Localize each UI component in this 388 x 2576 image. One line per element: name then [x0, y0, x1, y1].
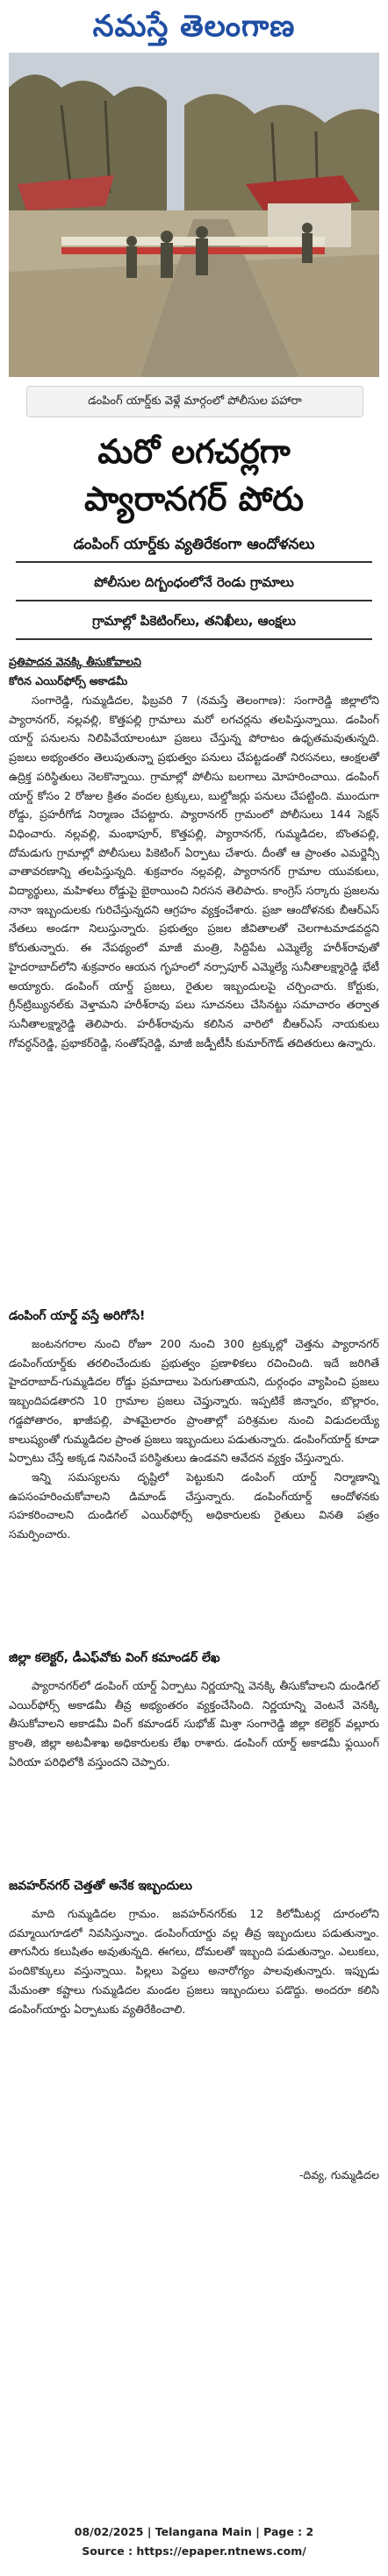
- divider: [16, 561, 372, 563]
- article-body-2: [9, 1334, 379, 1544]
- headline: [9, 428, 379, 523]
- news-photo: [9, 53, 379, 377]
- subheading-2: పోలీసుల దిగ్బంధంలోనే రెండు గ్రామాలు: [94, 574, 294, 590]
- byline-line-1: ప్రతిపాదన వెనక్కి తీసుకోవాలని: [9, 655, 141, 668]
- paragraph: సంగారెడ్డి, గుమ్మడిదల, ఫిబ్రవరి 7 (నమస్తే తెలంగాణ): సంగారెడ్డి జిల్లాలోని ప్యారానగర్, నల్లవల్లి, కొత్తపల్లి గ్రామాలు మరో లగచర్లను తలపిస్తున్నాయి. డంపింగ్ యార్డ్ పనులను నిలిపివేయాలంటూ ప్రజలు చేస్తున్న పోరాటం ఉధృతమవుతున్నది. ప్రజలు అభ్యంతరం తెలుపుతున్నా ప్రభుత్వం పనులు చేపట్టడంతో నిరసనలు, ఆంక్షలతో ఉద్రిక్త పరిస్థితులు నెలకొన్నాయి. గ్రామాల్లో పోలీసు బలగాలు మోహరించాయి. డంపింగ్ యార్డ్ కోసం 2 రోజుల క్రితం వందల ట్రక్కులు, బుల్డోజర్లు పనులు చేపట్టింది. ముందుగా రోడ్డు, ప్రహరీగోడ నిర్మాణం చేపట్టారు. ప్యారానగర్ గ్రామంలో పోలీసులు 144 సెక్షన్ విధించారు. నల్లవల్లి, మంభాపూర్, కొత్తపల్లి, ప్యారానగర్, గుమ్మడిదల, బొంతపల్లి, దోమడుగు గ్రామాల్లో పోలీసులు పికెటింగ్ ఏర్పాటు చేశారు. దీంతో ఆ ప్రాంతం ఎమర్జెన్సీ వాతావరణాన్ని తలపిస్తున్నది. శుక్రవారం నల్లవల్లి, ప్యారానగర్ గ్రామాల యువకులు, విద్యార్థులు, మహిళలు రోడ్డుపై బైఠాయించి నిరసన తెలిపారు. కాంగ్రెస్ సర్కారు ప్రజలను నానా ఇబ్బందులకు గురిచేస్తున్నదని ఆగ్రహం వ్యక్తంచేశారు. ప్రజా ఆందోళనకు బీఆర్ఎస్ నేతలు అండగా నిలుస్తున్నారు. ప్రభుత్వం ప్రజల జీవితాలతో చెలగాటమాడవద్దని కోరుతున్నారు. ఈ నేపథ్యంలో మాజీ మంత్రి, సిద్దిపేట ఎమ్మెల్యే హరీశ్‌రావుతో హైదరాబాద్‌లోని శుక్రవారం ఆయన గృహంలో నర్సాపూర్ ఎమ్మెల్యే సునీతాలక్ష్మారెడ్డి భేటీ అయ్యారు. డంపింగ్ యార్డ్ ప్రజలు, రైతుల ఇబ్బందులపై చర్చించారు. కోర్టుకు, గ్రీన్‌ట్రిబ్యునల్‌కు వెళ్తామని హరీశ్‌రావు పలు సూచనలు చేసినట్టు సమాచారం తర్వాత సునీతాలక్ష్మారెడ్డి తెలిపారు. హరీశ్‌రావును కలిసిన వారిలో బీఆర్ఎస్ నాయకులు గోవర్ధన్‌రెడ్డి, ప్రభాకర్‌రెడ్డి, సంతోష్‌రెడ్డి, మాజీ జడ్పీటీసీ కుమార్‌గౌడ్ తదితరులు ఉన్నారు.: [9, 694, 379, 1050]
- section-heading-1: డంపింగ్ యార్డ్ వస్తే అరిగోసే!: [9, 1309, 146, 1323]
- signature: -దివ్య, గుమ్మడిదల: [298, 2168, 379, 2181]
- article-body-3: [9, 1676, 379, 1772]
- subheading-1: డంపింగ్ యార్డ్‌కు వ్యతిరేకంగా ఆందోళనలు: [73, 536, 315, 553]
- footer-source: Source : https://epaper.ntnews.com/: [82, 2544, 306, 2558]
- paragraph: ప్యారానగర్‌లో డంపింగ్ యార్డ్ ఏర్పాటు నిర్ణయాన్ని వెనక్కి తీసుకోవాలని దుండిగల్ ఎయిర్‌ఫోర్స్ అకాడమీ తీవ్ర అభ్యంతరం వ్యక్తంచేసింది. నిర్ణయాన్ని వెంటనే వెనక్కి తీసుకోవాలని అకాడమీ వింగ్ కమాండర్ సుభోజ్ మిశ్రా సంగారెడ్డి జిల్లా కలెక్టర్ వల్లూరు క్రాంతి, జిల్లా అటవీశాఖ అధికారులకు లేఖ రాశారు. డంపింగ్ యార్డ్ అకాడమీ ఫ్లయింగ్ ఏరియా పరిధిలోకి వస్తుందని చెప్పారు.: [9, 1679, 379, 1768]
- byline-line-2: కోరిన ఎయిర్‌ఫోర్స్ అకాడమీ: [9, 674, 128, 687]
- footer-date-page: 08/02/2025 | Telangana Main | Page : 2: [74, 2525, 314, 2538]
- divider: [16, 638, 372, 640]
- article-body-1: [9, 691, 379, 1052]
- paragraph: మాది గుమ్మడిదల గ్రామం. జవహర్‌నగర్‌కు 12 కిలోమీటర్ల దూరంలోని దమ్మాయిగూడలో నివసిస్తున్నాం. డంపింగ్‌యార్డు వల్ల తీవ్ర ఇబ్బందులు పడుతున్నాం. తాగునీరు కలుషితం అవుతున్నది. ఈగలు, దోమలతో ఇబ్బంది పడుతున్నాం. ఎలుకలు, పందికొక్కులు వస్తున్నాయి. పిల్లలు పెద్దలు అనారోగ్యం పాలవుతున్నారు. ఇప్పుడు మేమంతా కష్టాలు గుమ్మడిదల మండల ప్రజలు ఇబ్బందులు పడొద్దు. అందరూ కలిసి డంపింగ్‌యార్డు ఏర్పాటుకు వ్యతిరేకించాలి.: [9, 1907, 379, 2016]
- section-heading-3: జవహర్‌నగర్ చెత్తతో అనేక ఇబ్బందులు: [9, 1879, 192, 1893]
- masthead: [0, 7, 388, 46]
- article-body-4: [9, 1904, 379, 2018]
- paragraph: జంటనగరాల నుంచి రోజూ 200 నుంచి 300 ట్రక్కుల్లో చెత్తను ప్యారానగర్ డంపింగ్‌యార్డ్‌కు తరలించేందుకు ప్రభుత్వం ప్రణాళికలు రచించింది. ఇదే జరిగితే హైదరాబాద్-గుమ్మడిదల రోడ్డు ప్రమాదాలు పెరుగుతాయని, దుర్గంధం వ్యాపించి ప్రజలు ఇబ్బందిపడతారని 10 గ్రామాల ప్రజలు చెప్తున్నారు. ఇప్పటికే జిన్నారం, బొల్లారం, గడ్డపోతారం, ఖాజీపల్లి, పాశమైలారం ప్రాంతాల్లో పరిశ్రమల నుంచి విడుదలయ్యే కాలుష్యంతో గుమ్మడిదల ప్రాంత ప్రజలు ఇబ్బందులు పడుతున్నారు. డంపింగ్‌యార్డ్ కూడా ఏర్పాటు చేస్తే అక్కడ నివసించే పరిస్థితులు ఉండవని ఆవేదన వ్యక్తం చేస్తున్నారు.: [9, 1337, 379, 1465]
- paragraph: ఇన్ని సమస్యలను దృష్టిలో పెట్టుకుని డంపింగ్ యార్డ్ నిర్మాణాన్ని ఉపసంహరించుకోవాలని డిమాండ్ చేస్తున్నారు. డంపింగ్‌యార్డ్ ఆందోళనకు సహకరించాలని దుండిగల్ ఎయిర్‌ఫోర్స్ అధికారులకు రైతులు వినతి పత్రం సమర్పించారు.: [9, 1469, 379, 1541]
- photo-caption: డంపింగ్ యార్డ్‌కు వెళ్లే మార్గంలో పోలీసుల పహారా: [26, 386, 363, 417]
- divider: [16, 600, 372, 601]
- headline-line-2: ప్యారానగర్ పోరు: [84, 479, 304, 518]
- byline-box: [9, 652, 158, 691]
- headline-line-1: మరో లగచర్లగా: [97, 431, 291, 471]
- section-heading-2: జిల్లా కలెక్టర్, డీఎఫ్‌వోకు వింగ్ కమాండర్ లేఖ: [9, 1651, 220, 1665]
- newspaper-logo: నమస్తే తెలంగాణ: [92, 9, 296, 44]
- subheading-3: గ్రామాల్లో పికెటింగ్‌లు, తనిఖీలు, ఆంక్షలు: [92, 613, 296, 629]
